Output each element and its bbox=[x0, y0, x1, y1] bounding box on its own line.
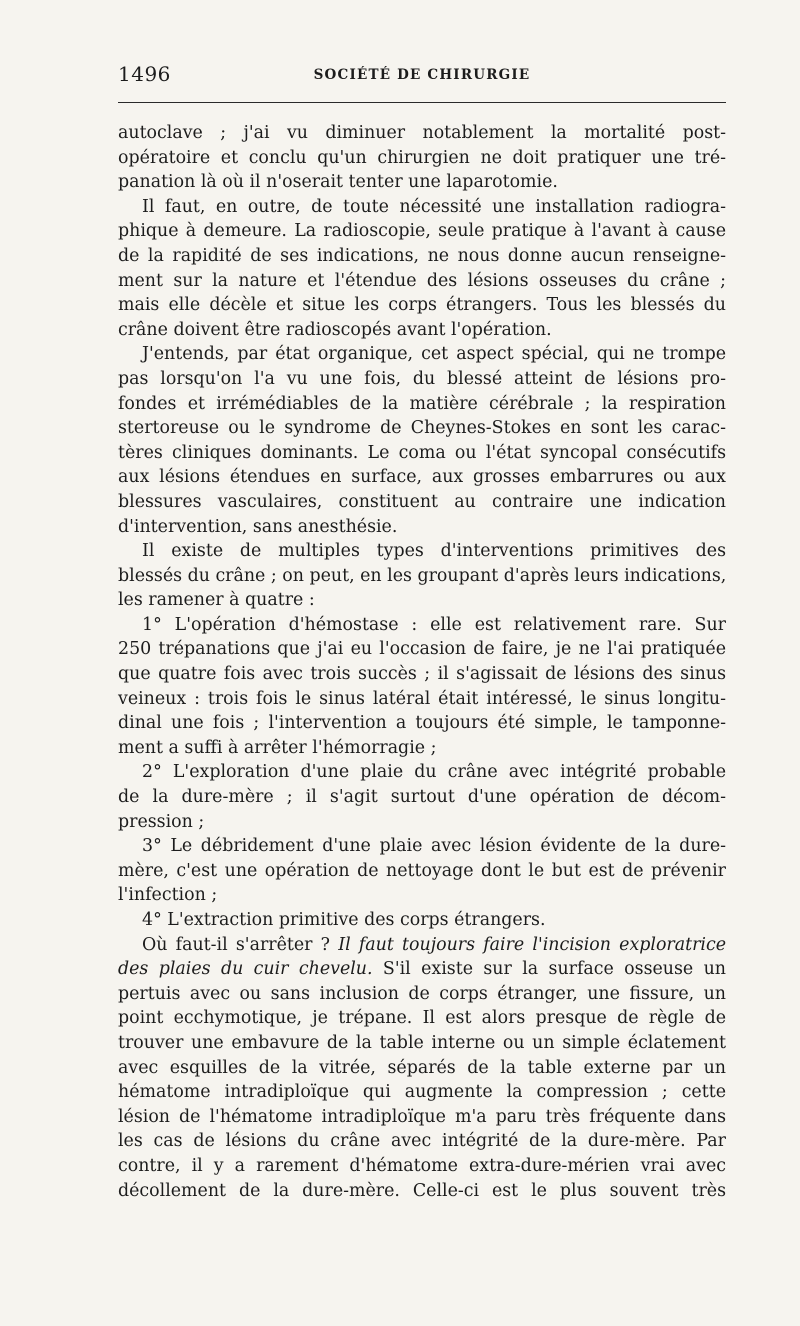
text-line: les cas de lésions du crâne avec intégrité de la dure-mère. Par bbox=[118, 1131, 726, 1152]
text-line: blessures vasculaires, constituent au contraire une indication bbox=[118, 491, 726, 512]
text-line: pression ; bbox=[118, 811, 205, 832]
page-number: 1496 bbox=[118, 62, 171, 86]
text-line: fondes et irrémédiables de la matière cérébrale ; la respiration bbox=[118, 393, 726, 414]
text-line: avec esquilles de la vitrée, séparés de la table externe par un bbox=[118, 1057, 726, 1078]
text-line: panation là où il n'oserait tenter une laparotomie. bbox=[118, 172, 558, 193]
text-line: 4° L'extraction primitive des corps étrangers. bbox=[142, 910, 546, 930]
text-line: mère, c'est une opération de nettoyage dont le but est de prévenir bbox=[118, 860, 726, 881]
sentence-continuation: S'il existe sur la surface osseuse un bbox=[382, 959, 726, 980]
text-line: crâne doivent être radioscopés avant l'opération. bbox=[118, 319, 552, 340]
text-line bbox=[118, 933, 726, 958]
text-line: trouver une embavure de la table interne ou un simple éclatement bbox=[118, 1032, 726, 1053]
text-line: les ramener à quatre : bbox=[118, 590, 315, 611]
italic-statement-continued: des plaies du cuir chevelu. bbox=[118, 959, 373, 980]
text-line: 3° Le débridement d'une plaie avec lésion évidente de la dure- bbox=[142, 836, 726, 857]
text-line: contre, il y a rarement d'hématome extra-dure-mérien vrai avec bbox=[118, 1155, 726, 1176]
body-text bbox=[118, 121, 726, 1203]
running-title: SOCIÉTÉ DE CHIRURGIE bbox=[313, 67, 531, 83]
text-line: blessés du crâne ; on peut, en les groupant d'après leurs indications, bbox=[118, 565, 727, 586]
italic-statement: Il faut toujours faire l'incision exploratrice bbox=[338, 934, 726, 955]
text-line: hématome intradiploïque qui augmente la compression ; cette bbox=[118, 1082, 726, 1103]
text-line: 1° L'opération d'hémostase : elle est relativement rare. Sur bbox=[142, 614, 726, 635]
text-line: 250 trépanations que j'ai eu l'occasion de faire, je ne l'ai pratiquée bbox=[118, 639, 726, 660]
text-line: de la dure-mère ; il s'agit surtout d'une opération de décom- bbox=[118, 787, 726, 808]
text-line: 2° L'exploration d'une plaie du crâne avec intégrité probable bbox=[142, 762, 726, 783]
text-line: Il existe de multiples types d'interventions primitives des bbox=[142, 541, 726, 562]
text-line: phique à demeure. La radioscopie, seule pratique à l'avant à cause bbox=[118, 221, 726, 242]
text-line: que quatre fois avec trois succès ; il s'agissait de lésions des sinus bbox=[118, 664, 726, 685]
header-rule bbox=[118, 102, 726, 103]
text-line: pertuis avec ou sans inclusion de corps étranger, une fissure, un bbox=[118, 983, 726, 1004]
text-line: veineux : trois fois le sinus latéral était intéressé, le sinus longitu- bbox=[118, 688, 726, 709]
text-line: J'entends, par état organique, cet aspect spécial, qui ne trompe bbox=[142, 344, 726, 365]
text-line: lésion de l'hématome intradiploïque m'a paru très fréquente dans bbox=[118, 1106, 726, 1127]
text-line: de la rapidité de ses indications, ne nous donne aucun renseigne- bbox=[118, 245, 726, 266]
text-line: tères cliniques dominants. Le coma ou l'état syncopal consécutifs bbox=[118, 442, 726, 463]
text-line: mais elle décèle et situe les corps étrangers. Tous les blessés du bbox=[118, 295, 726, 316]
text-line: stertoreuse ou le syndrome de Cheynes-Stokes en sont les carac- bbox=[118, 418, 726, 439]
text-line: décollement de la dure-mère. Celle-ci est le plus souvent très bbox=[118, 1180, 726, 1201]
text-line: pas lorsqu'on l'a vu une fois, du blessé atteint de lésions pro- bbox=[118, 368, 726, 389]
text-line: ment a suffi à arrêter l'hémorragie ; bbox=[118, 737, 437, 758]
text-line: opératoire et conclu qu'un chirurgien ne doit pratiquer une tré- bbox=[118, 147, 726, 168]
text-line: dinal une fois ; l'intervention a toujours été simple, le tamponne- bbox=[118, 713, 726, 734]
text-line: d'intervention, sans anesthésie. bbox=[118, 516, 398, 537]
text-line: l'infection ; bbox=[118, 885, 218, 906]
question-text: Où faut-il s'arrêter ? bbox=[142, 934, 330, 955]
text-line: Il faut, en outre, de toute nécessité une installation radiogra- bbox=[142, 196, 726, 217]
text-line bbox=[118, 957, 726, 982]
text-line: ment sur la nature et l'étendue des lésions osseuses du crâne ; bbox=[118, 270, 726, 291]
running-head bbox=[118, 62, 726, 88]
text-line: autoclave ; j'ai vu diminuer notablement la mortalité post- bbox=[118, 123, 726, 143]
text-line: aux lésions étendues en surface, aux grosses embarrures ou aux bbox=[118, 467, 726, 488]
text-line: point ecchymotique, je trépane. Il est alors presque de règle de bbox=[118, 1008, 726, 1029]
